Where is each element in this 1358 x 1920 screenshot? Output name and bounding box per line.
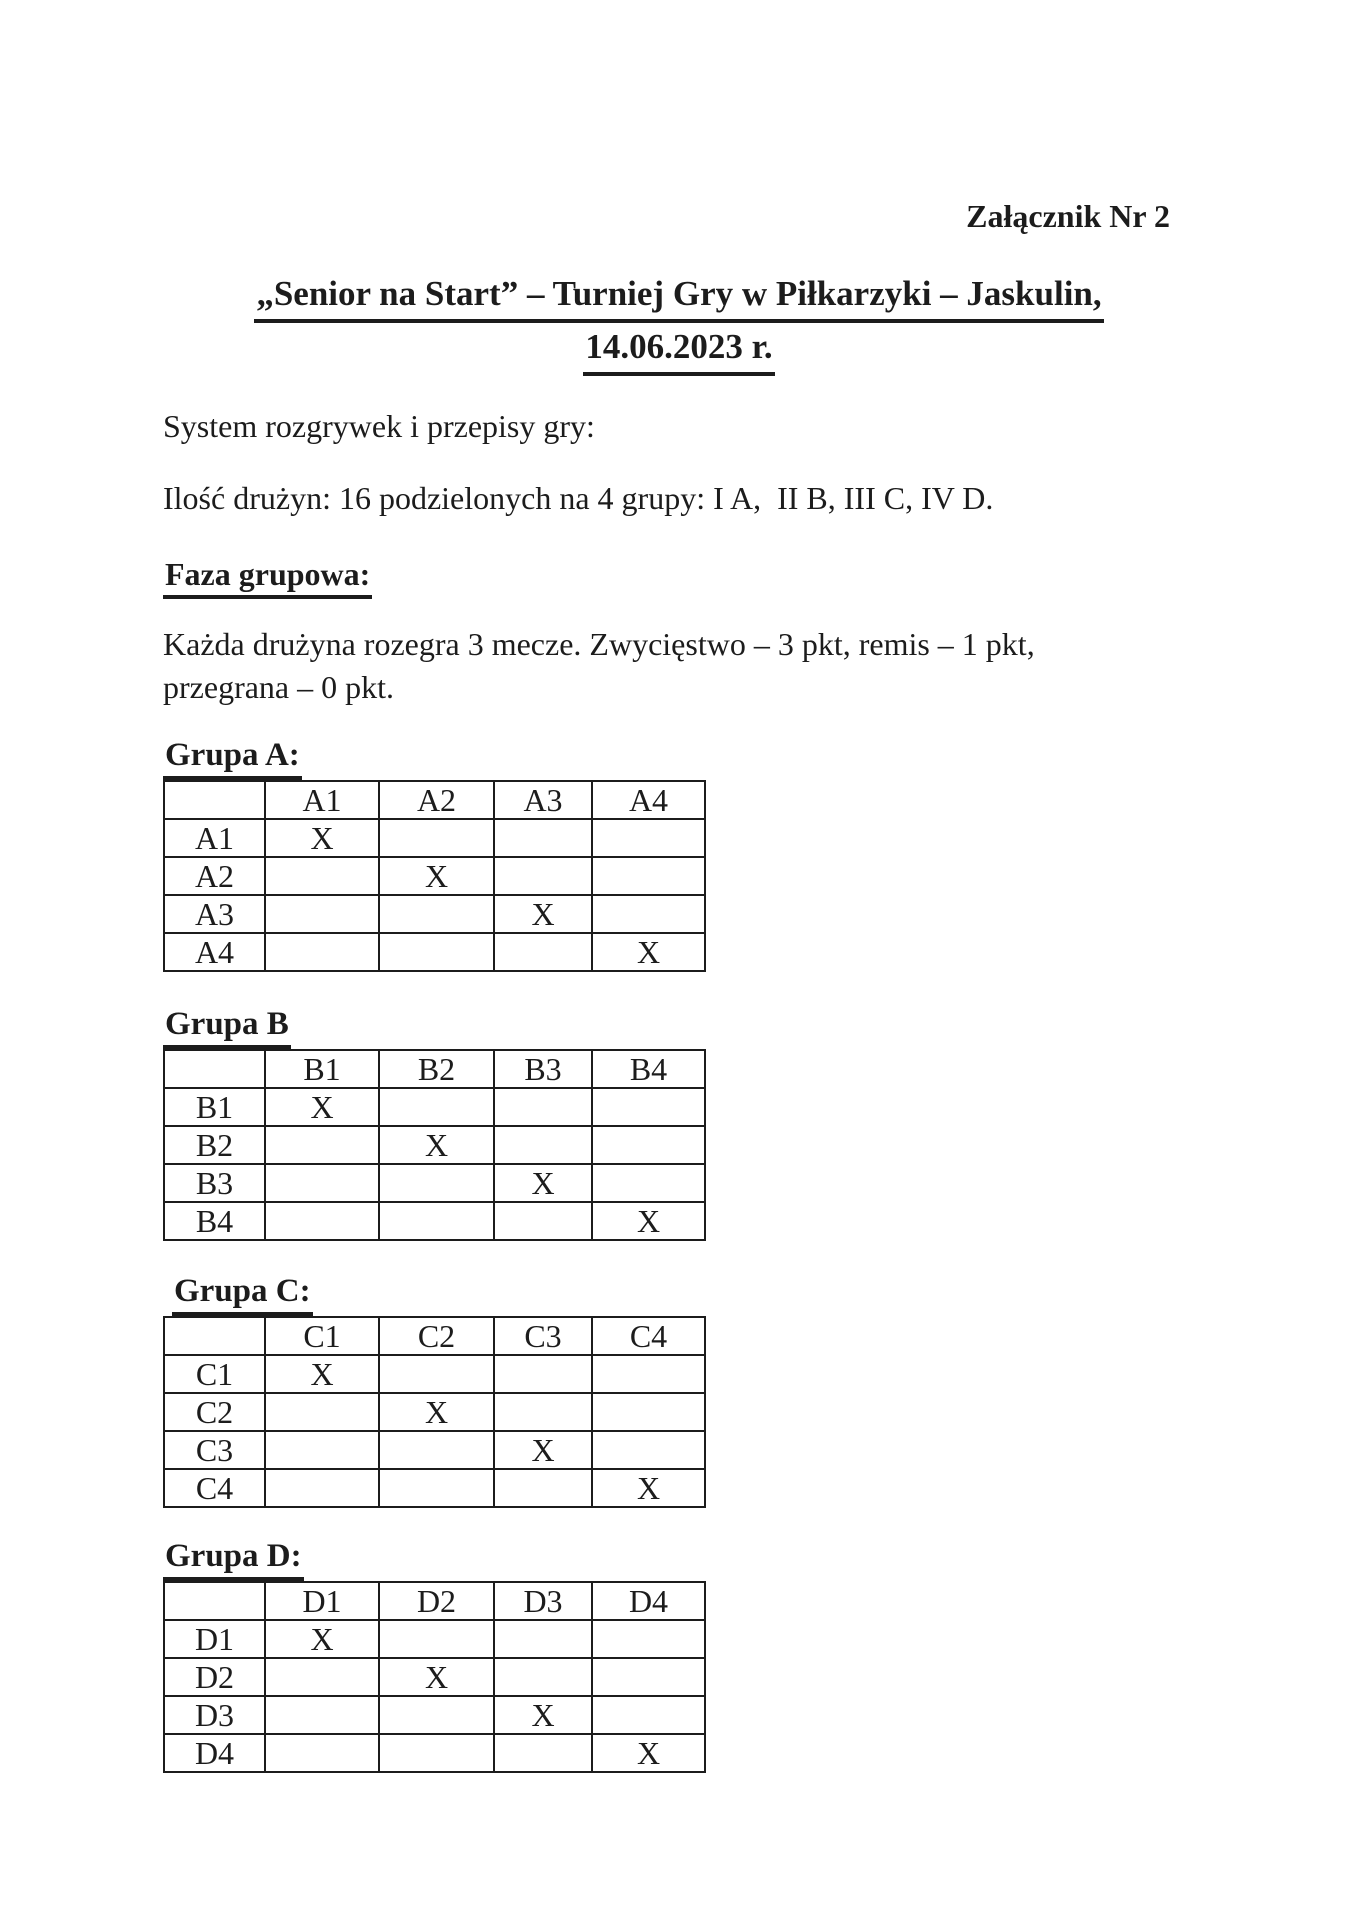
rules-line-2: przegrana – 0 pkt. — [163, 669, 395, 705]
attachment-label: Załącznik Nr 2 — [966, 198, 1170, 234]
row-header: B1 — [164, 1088, 265, 1126]
table-row — [164, 1431, 705, 1469]
group-d-heading-wrap — [163, 1536, 1195, 1581]
match-cell: X — [592, 1734, 705, 1772]
table-row — [164, 1469, 705, 1507]
group-b-heading-wrap — [163, 1004, 1195, 1049]
table-row — [164, 1393, 705, 1431]
row-header: C3 — [164, 1431, 265, 1469]
match-cell — [494, 857, 592, 895]
table-row — [164, 1658, 705, 1696]
title-line-1-wrap — [163, 270, 1195, 323]
match-cell: X — [265, 1088, 379, 1126]
match-cell — [494, 1088, 592, 1126]
group-b-heading: Grupa B — [163, 1004, 291, 1049]
match-cell — [265, 1696, 379, 1734]
match-cell: X — [494, 895, 592, 933]
match-cell — [265, 1734, 379, 1772]
match-cell: X — [379, 1126, 494, 1164]
match-cell — [494, 933, 592, 971]
match-cell — [265, 1126, 379, 1164]
match-cell: X — [379, 857, 494, 895]
document-title-line-1: „Senior na Start” – Turniej Gry w Piłkarzyki – Jaskulin, — [254, 270, 1103, 323]
match-cell — [265, 1431, 379, 1469]
table-header-row — [164, 1317, 705, 1355]
table-header-row — [164, 781, 705, 819]
col-header: C1 — [265, 1317, 379, 1355]
match-cell — [494, 1126, 592, 1164]
document-title-line-2: 14.06.2023 r. — [583, 323, 774, 376]
col-header: D1 — [265, 1582, 379, 1620]
match-cell: X — [265, 1355, 379, 1393]
match-cell: X — [379, 1393, 494, 1431]
match-cell — [592, 895, 705, 933]
match-cell — [379, 1164, 494, 1202]
row-header: C4 — [164, 1469, 265, 1507]
row-header: A4 — [164, 933, 265, 971]
match-cell — [265, 1393, 379, 1431]
col-header: B2 — [379, 1050, 494, 1088]
group-c-heading-wrap — [163, 1271, 1195, 1316]
col-header: B3 — [494, 1050, 592, 1088]
group-c-heading: Grupa C: — [172, 1271, 313, 1316]
match-cell: X — [379, 1658, 494, 1696]
match-cell — [379, 1202, 494, 1240]
match-cell — [379, 1355, 494, 1393]
match-cell — [379, 895, 494, 933]
table-row — [164, 1164, 705, 1202]
match-cell — [379, 1620, 494, 1658]
col-header: C3 — [494, 1317, 592, 1355]
match-cell — [265, 1469, 379, 1507]
col-header: D4 — [592, 1582, 705, 1620]
match-cell — [494, 819, 592, 857]
match-cell — [379, 1469, 494, 1507]
match-cell — [265, 895, 379, 933]
table-row — [164, 819, 705, 857]
match-cell — [592, 1431, 705, 1469]
table-row — [164, 1355, 705, 1393]
table-header-row — [164, 1582, 705, 1620]
match-cell — [265, 1164, 379, 1202]
match-cell — [592, 1088, 705, 1126]
col-header: C4 — [592, 1317, 705, 1355]
match-cell: X — [592, 1202, 705, 1240]
row-header: A1 — [164, 819, 265, 857]
match-cell: X — [592, 1469, 705, 1507]
match-cell — [494, 1202, 592, 1240]
match-cell: X — [494, 1164, 592, 1202]
document-title — [163, 270, 1195, 376]
table-row — [164, 857, 705, 895]
group-a-table — [163, 780, 706, 972]
match-cell: X — [494, 1431, 592, 1469]
match-cell — [592, 1658, 705, 1696]
row-header: A3 — [164, 895, 265, 933]
match-cell — [494, 1620, 592, 1658]
phase-heading-wrap — [163, 554, 1195, 599]
match-cell — [379, 1734, 494, 1772]
match-cell — [592, 819, 705, 857]
group-a-heading: Grupa A: — [163, 735, 302, 780]
row-header: D3 — [164, 1696, 265, 1734]
match-cell: X — [265, 1620, 379, 1658]
match-cell — [265, 857, 379, 895]
match-cell — [379, 1431, 494, 1469]
rules-paragraph — [163, 623, 1195, 709]
match-cell: X — [265, 819, 379, 857]
table-row — [164, 1126, 705, 1164]
col-header: B1 — [265, 1050, 379, 1088]
corner-cell — [164, 1050, 265, 1088]
match-cell: X — [494, 1696, 592, 1734]
match-cell — [592, 1126, 705, 1164]
row-header: B3 — [164, 1164, 265, 1202]
group-a-heading-wrap — [163, 735, 1195, 780]
col-header: A4 — [592, 781, 705, 819]
match-cell — [494, 1734, 592, 1772]
document-content — [0, 196, 1358, 1773]
match-cell — [265, 933, 379, 971]
match-cell — [592, 857, 705, 895]
col-header: A2 — [379, 781, 494, 819]
col-header: B4 — [592, 1050, 705, 1088]
table-row — [164, 1202, 705, 1240]
row-header: B2 — [164, 1126, 265, 1164]
row-header: D2 — [164, 1658, 265, 1696]
table-row — [164, 1620, 705, 1658]
title-line-2-wrap — [163, 323, 1195, 376]
match-cell — [265, 1202, 379, 1240]
row-header: A2 — [164, 857, 265, 895]
match-cell — [592, 1393, 705, 1431]
table-row — [164, 933, 705, 971]
group-b-section — [163, 1004, 1195, 1241]
group-d-table — [163, 1581, 706, 1773]
match-cell — [494, 1658, 592, 1696]
phase-heading: Faza grupowa: — [163, 554, 372, 599]
teams-count-line: Ilość drużyn: 16 podzielonych na 4 grupy: I A, II B, III C, IV D. — [163, 480, 994, 516]
row-header: D4 — [164, 1734, 265, 1772]
match-cell: X — [592, 933, 705, 971]
row-header: D1 — [164, 1620, 265, 1658]
table-row — [164, 1088, 705, 1126]
table-header-row — [164, 1050, 705, 1088]
group-a-section — [163, 735, 1195, 972]
rules-line-1: Każda drużyna rozegra 3 mecze. Zwycięstwo – 3 pkt, remis – 1 pkt, — [163, 626, 1035, 662]
match-cell — [494, 1355, 592, 1393]
match-cell — [379, 1088, 494, 1126]
corner-cell — [164, 1582, 265, 1620]
col-header: C2 — [379, 1317, 494, 1355]
col-header: D3 — [494, 1582, 592, 1620]
match-cell — [379, 819, 494, 857]
match-cell — [592, 1355, 705, 1393]
table-row — [164, 895, 705, 933]
table-row — [164, 1734, 705, 1772]
group-c-table — [163, 1316, 706, 1508]
group-d-section — [163, 1536, 1195, 1773]
match-cell — [494, 1393, 592, 1431]
col-header: A1 — [265, 781, 379, 819]
match-cell — [592, 1620, 705, 1658]
group-b-table — [163, 1049, 706, 1241]
match-cell — [265, 1658, 379, 1696]
corner-cell — [164, 1317, 265, 1355]
corner-cell — [164, 781, 265, 819]
col-header: D2 — [379, 1582, 494, 1620]
match-cell — [379, 1696, 494, 1734]
row-header: C1 — [164, 1355, 265, 1393]
match-cell — [494, 1469, 592, 1507]
row-header: B4 — [164, 1202, 265, 1240]
match-cell — [592, 1164, 705, 1202]
col-header: A3 — [494, 781, 592, 819]
match-cell — [379, 933, 494, 971]
match-cell — [592, 1696, 705, 1734]
intro-paragraph: System rozgrywek i przepisy gry: — [163, 408, 595, 444]
table-row — [164, 1696, 705, 1734]
group-c-section — [163, 1271, 1195, 1508]
group-d-heading: Grupa D: — [163, 1536, 304, 1581]
row-header: C2 — [164, 1393, 265, 1431]
